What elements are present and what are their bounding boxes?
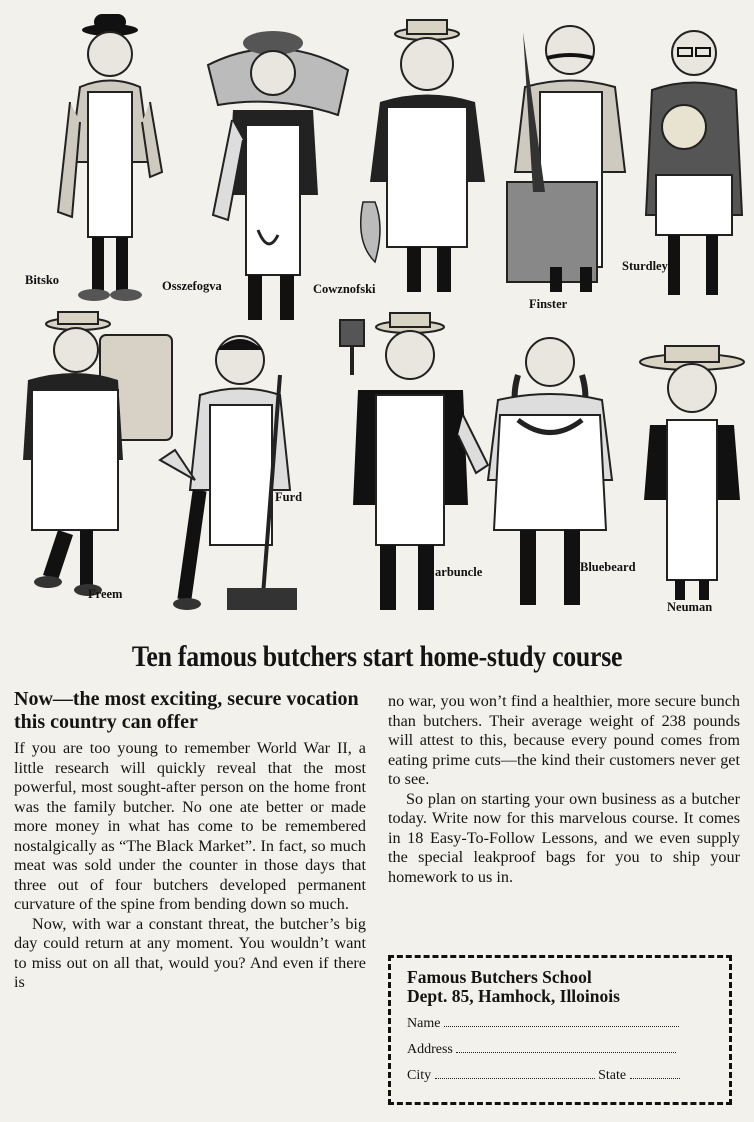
headline: Ten famous butchers start home-study course: [131, 640, 623, 673]
butcher-name-label: Furd: [275, 490, 303, 504]
coupon-city-state-row: [407, 1066, 713, 1084]
butcher-name-label: Cowznofski: [313, 282, 376, 296]
butcher-name-label: Osszefogva: [162, 279, 222, 293]
butcher-name-label: Finster: [529, 297, 568, 311]
butcher-name-label: Bluebeard: [580, 560, 636, 574]
butcher-name-label: Bitsko: [25, 273, 60, 287]
coupon-address: Dept. 85, Hamhock, Illoinois: [407, 986, 620, 1006]
coupon-name-row: [407, 1014, 713, 1032]
address-field[interactable]: [456, 1040, 676, 1053]
name-field[interactable]: [444, 1014, 679, 1027]
body-paragraph: If you are too young to remember World War II, a little research will quickly reveal that the most powerful, most sought-after person on the home front was the family butcher. No one ate better or made more money in what has come to be remembered nostalgically as “The Black Market”. In fact, so much meat was sold under the counter in those days that three out of four butchers developed permanent curvature of the spine from bending down so much.: [14, 739, 366, 913]
butcher-name-label: Carbuncle: [426, 565, 483, 579]
article-left-column: [14, 688, 366, 993]
butcher-name-label: Freem: [88, 587, 123, 601]
subhead: Now—the most exciting, secure vocation this country can offer: [14, 688, 359, 733]
address-label: Address: [407, 1042, 453, 1057]
order-coupon: [388, 955, 732, 1105]
city-field[interactable]: [435, 1066, 595, 1079]
body-paragraph: Now, with war a constant threat, the butcher’s big day could return at any moment. You wouldn’t want to miss out on all that, would you? And even if there is: [14, 914, 366, 991]
state-label: State: [598, 1068, 627, 1083]
state-field[interactable]: [630, 1066, 680, 1079]
butcher-name-label: Sturdley: [622, 259, 668, 273]
body-paragraph: no war, you won’t find a healthier, more secure bunch than butchers. Their average weight of 238 pounds will attest to this, because every pound comes from eating prime cuts—the kind their customers never get to see.: [388, 692, 740, 788]
coupon-address-row: [407, 1040, 713, 1058]
body-paragraph: So plan on starting your own business as a butcher today. Write now for this marvelous course. It comes in 18 Easy-To-Follow Lessons, and we even supply the special leakproof bags for you to ship your homework to us in.: [388, 789, 740, 886]
name-label: Name: [407, 1016, 441, 1031]
butcher-name-label: Neuman: [667, 600, 713, 614]
article-right-column: [388, 692, 740, 887]
city-label: City: [407, 1068, 432, 1083]
coupon-school-name: Famous Butchers School: [407, 967, 592, 987]
